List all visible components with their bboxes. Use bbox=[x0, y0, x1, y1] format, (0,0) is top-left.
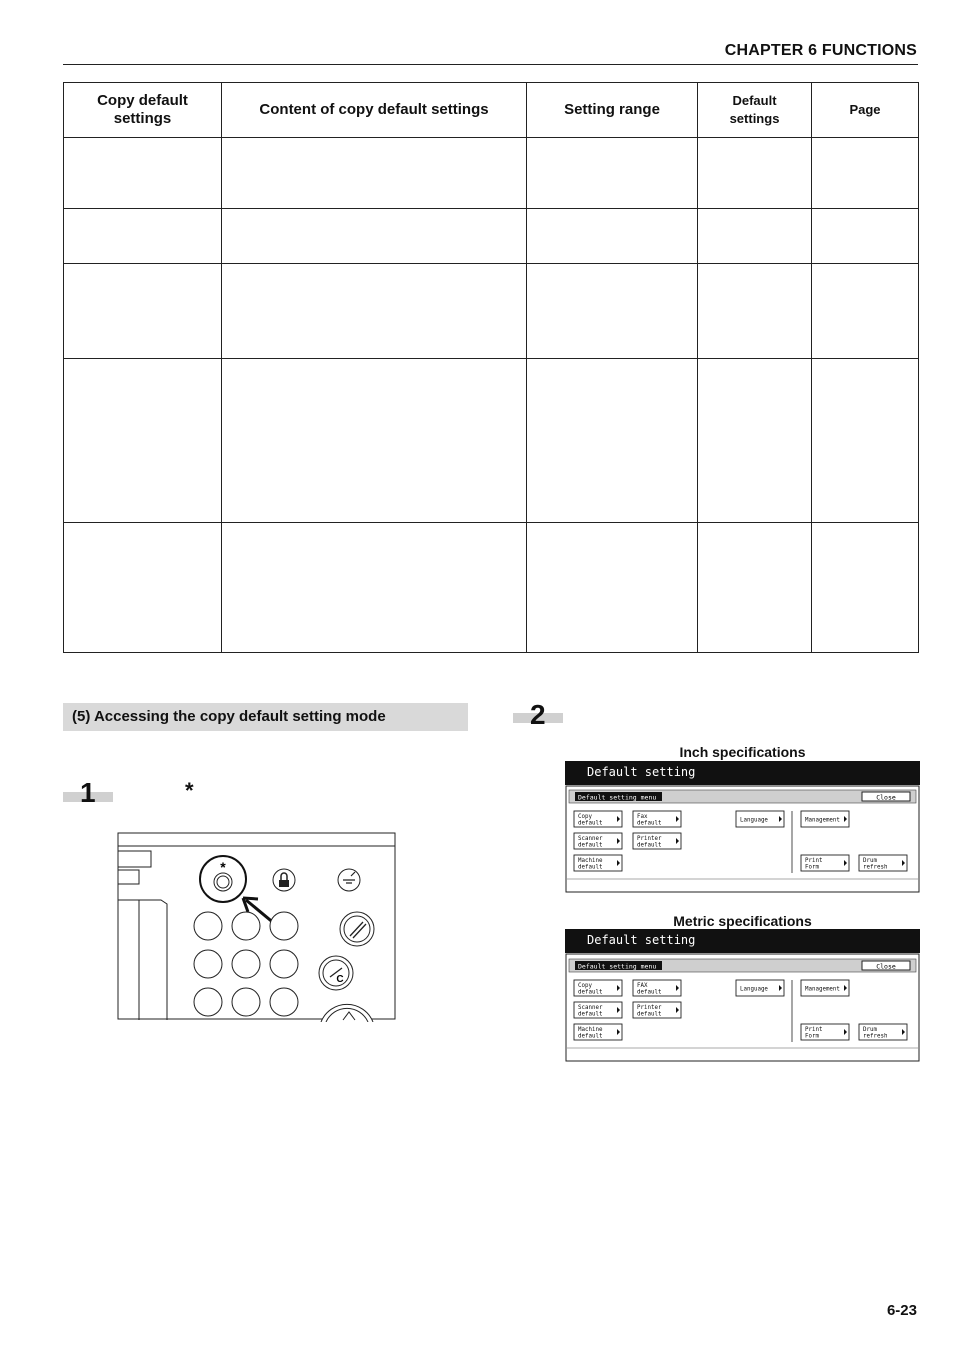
screen-title: Default setting bbox=[587, 765, 696, 779]
screen-button-copy-default[interactable] bbox=[574, 980, 622, 996]
step-1-symbol: * bbox=[185, 778, 194, 803]
screen-button-printer-default[interactable] bbox=[633, 833, 681, 849]
default-key-symbol: * bbox=[220, 859, 226, 875]
screen-button-label: Machine bbox=[578, 1027, 603, 1033]
screen-button-fax-default[interactable] bbox=[633, 980, 681, 996]
keypad-key[interactable] bbox=[194, 950, 222, 978]
keypad-key[interactable] bbox=[194, 912, 222, 940]
table-row bbox=[64, 359, 919, 523]
screen-button-label: default bbox=[637, 1011, 662, 1018]
screen-button-management[interactable] bbox=[801, 980, 849, 996]
inch-default-setting-screen bbox=[565, 761, 920, 893]
screen-button-label: default bbox=[578, 989, 603, 996]
col-page: Page bbox=[812, 83, 919, 138]
screen-button-copy-default[interactable] bbox=[574, 811, 622, 827]
svg-text:Close: Close bbox=[876, 793, 896, 802]
screen-button-label: Print bbox=[805, 858, 823, 864]
screen-button-label: default bbox=[578, 864, 603, 871]
screen-button-label: default bbox=[578, 1033, 603, 1040]
screen-button-label: Scanner bbox=[578, 1005, 603, 1011]
screen-menu-label: Default setting menu bbox=[578, 793, 657, 802]
screen-button-machine-default[interactable] bbox=[574, 855, 622, 871]
screen-button-label: Scanner bbox=[578, 836, 603, 842]
metric-default-setting-screen bbox=[565, 929, 920, 1062]
table-row bbox=[64, 523, 919, 653]
table-row bbox=[64, 138, 919, 209]
step-2-number: 2 bbox=[530, 699, 546, 730]
page-number: 6-23 bbox=[886, 1302, 917, 1319]
screen-button-print-form[interactable] bbox=[801, 855, 849, 871]
screen-button-scanner-default[interactable] bbox=[574, 833, 622, 849]
reset-key[interactable] bbox=[340, 912, 374, 946]
step-1-number: 1 bbox=[80, 777, 96, 808]
screen-button-label: Machine bbox=[578, 858, 603, 864]
table-row bbox=[64, 264, 919, 359]
keypad-key[interactable] bbox=[270, 988, 298, 1016]
screen-button-label: Printer bbox=[637, 836, 662, 842]
screen-button-label: Language bbox=[740, 986, 768, 993]
keypad-key[interactable] bbox=[194, 988, 222, 1016]
screen-button-label: Drum bbox=[863, 1027, 877, 1033]
screen-button-label: Print bbox=[805, 1027, 823, 1033]
screen-button-label: default bbox=[578, 820, 603, 827]
screen-button-label: Form bbox=[805, 1033, 819, 1040]
screen-button-printer-default[interactable] bbox=[633, 1002, 681, 1018]
screen-button-drum-refresh[interactable] bbox=[859, 855, 907, 871]
inch-spec-label: Inch specifications bbox=[679, 744, 806, 760]
screen-button-label: Management bbox=[805, 817, 840, 824]
screen-button-drum-refresh[interactable] bbox=[859, 1024, 907, 1040]
screen-button-label: refresh bbox=[863, 864, 888, 871]
stop-clear-key[interactable] bbox=[319, 956, 353, 990]
screen-button-label: default bbox=[578, 1011, 603, 1018]
screen-button-label: Copy bbox=[578, 814, 592, 820]
screen-button-fax-default[interactable] bbox=[633, 811, 681, 827]
screen-button-label: default bbox=[578, 842, 603, 849]
screen-button-label: Form bbox=[805, 864, 819, 871]
col-setting-range: Setting range bbox=[527, 83, 698, 138]
keypad-key[interactable] bbox=[232, 912, 260, 940]
screen-button-label: default bbox=[637, 842, 662, 849]
keypad-key[interactable] bbox=[270, 912, 298, 940]
keypad-key[interactable] bbox=[232, 950, 260, 978]
col-content: Content of copy default settings bbox=[222, 83, 527, 138]
screen-button-print-form[interactable] bbox=[801, 1024, 849, 1040]
keypad-key[interactable] bbox=[270, 950, 298, 978]
default-key[interactable] bbox=[200, 856, 246, 902]
screen-menu-label: Default setting menu bbox=[578, 962, 657, 971]
screen-button-label: Printer bbox=[637, 1005, 662, 1011]
copy-default-settings-table bbox=[63, 82, 919, 653]
screen-button-language[interactable] bbox=[736, 980, 784, 996]
screen-button-machine-default[interactable] bbox=[574, 1024, 622, 1040]
lock-key[interactable] bbox=[273, 869, 295, 891]
screen-button-label: Management bbox=[805, 986, 840, 993]
keypad-key[interactable] bbox=[232, 988, 260, 1016]
screen-button-label: default bbox=[637, 989, 662, 996]
screen-button-label: Drum bbox=[863, 858, 877, 864]
screen-button-management[interactable] bbox=[801, 811, 849, 827]
screen-button-language[interactable] bbox=[736, 811, 784, 827]
clear-label: C bbox=[336, 974, 344, 985]
screen-title: Default setting bbox=[587, 933, 696, 947]
screen-button-label: Copy bbox=[578, 983, 592, 989]
svg-text:Close: Close bbox=[876, 962, 896, 971]
table-row bbox=[64, 209, 919, 264]
header-rule bbox=[63, 64, 918, 65]
screen-button-label: default bbox=[637, 820, 662, 827]
section-title: (5) Accessing the copy default setting mode bbox=[63, 703, 468, 731]
panel-slot-top bbox=[118, 851, 151, 867]
panel-slot-mid bbox=[118, 870, 139, 884]
screen-button-label: Fax bbox=[637, 814, 648, 820]
numeric-keypad bbox=[194, 912, 298, 1016]
screen-button-label: FAX bbox=[637, 983, 648, 989]
metric-spec-label: Metric specifications bbox=[673, 913, 812, 929]
lock-icon bbox=[279, 880, 289, 887]
energy-saver-key[interactable] bbox=[338, 869, 360, 891]
chapter-heading: CHAPTER 6 FUNCTIONS bbox=[724, 42, 917, 59]
screen-button-label: Language bbox=[740, 817, 768, 824]
col-default-settings: Default settings bbox=[698, 83, 812, 138]
col-copy-default-settings: Copy default settings bbox=[64, 83, 222, 138]
screen-button-label: refresh bbox=[863, 1033, 888, 1040]
operation-panel-illustration bbox=[117, 832, 397, 1022]
screen-button-scanner-default[interactable] bbox=[574, 1002, 622, 1018]
